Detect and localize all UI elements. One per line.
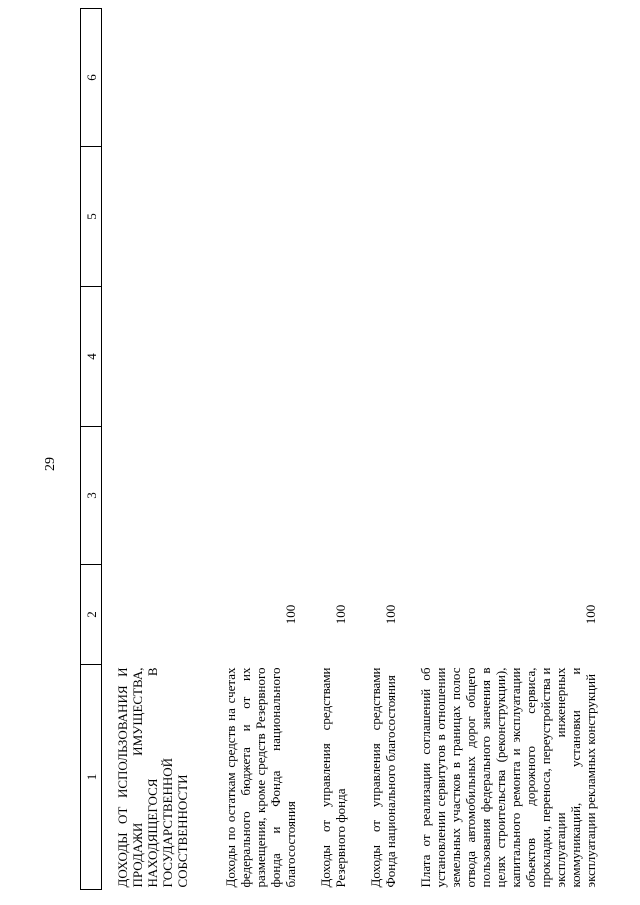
header-row — [81, 9, 102, 890]
row-value-col-6 — [190, 9, 298, 147]
table-row — [190, 9, 298, 890]
row-value-col-6 — [102, 9, 191, 147]
header-col-4: 4 — [81, 287, 102, 427]
budget-table — [80, 8, 598, 890]
table-row — [398, 9, 598, 890]
row-description: Доходы по остаткам средств на счетах федерального бюджета и от их размещения, кроме средств Резервного фонда и Фонда национального благосостояния — [223, 667, 298, 888]
row-value-col-5 — [190, 147, 298, 287]
row-value-col-3 — [190, 427, 298, 565]
row-value-col-2: 100 — [383, 604, 398, 625]
row-value-col-5 — [298, 147, 348, 287]
row-value-col-2: 100 — [283, 604, 298, 625]
table-row — [298, 9, 348, 890]
row-value-col-2: 100 — [583, 604, 598, 625]
row-value-col-5 — [348, 147, 398, 287]
row-description: Доходы от управления средствами Фонда национального благосостояния — [368, 667, 398, 888]
row-value-col-6 — [298, 9, 348, 147]
row-value-col-3 — [348, 427, 398, 565]
row-description: Плата от реализации соглашений об установлении сервитутов в отношении земельных участков в границах полос отвода автомобильных дорог общего пользования федерального значения в целях строительства (реконструкции), капитального ремонта и эксплуатации объектов дорожного сервиса, прокладки, переноса, переустройства и эксплуатации инженерных коммуникаций, установки и эксплуатации рекламных конструкций — [418, 667, 598, 888]
row-value-col-3 — [398, 427, 598, 565]
row-value-col-5 — [398, 147, 598, 287]
table-header — [81, 9, 102, 890]
table-body — [102, 9, 599, 890]
row-value-col-2 — [102, 565, 191, 665]
header-col-3: 3 — [81, 427, 102, 565]
row-value-col-4 — [190, 287, 298, 427]
row-description: ДОХОДЫ ОТ ИСПОЛЬЗОВАНИЯ И ПРОДАЖИ ИМУЩЕСТВА, НАХОДЯЩЕГОСЯ В ГОСУДАРСТВЕННОЙ СОБСТВЕННОСТИ — [115, 667, 190, 888]
table-row — [348, 9, 398, 890]
row-value-col-4 — [298, 287, 348, 427]
header-col-5: 5 — [81, 147, 102, 287]
header-col-1: 1 — [81, 665, 102, 890]
row-value-col-6 — [348, 9, 398, 147]
header-col-2: 2 — [81, 565, 102, 665]
row-value-col-3 — [102, 427, 191, 565]
row-value-col-6 — [398, 9, 598, 147]
row-description: Доходы от управления средствами Резервного фонда — [318, 667, 348, 888]
row-value-col-4 — [102, 287, 191, 427]
table-row — [102, 9, 191, 890]
page-number: 29 — [43, 457, 58, 471]
header-col-6: 6 — [81, 9, 102, 147]
row-value-col-4 — [348, 287, 398, 427]
row-value-col-2: 100 — [333, 604, 348, 625]
row-value-col-5 — [102, 147, 191, 287]
row-value-col-3 — [298, 427, 348, 565]
row-value-col-4 — [398, 287, 598, 427]
